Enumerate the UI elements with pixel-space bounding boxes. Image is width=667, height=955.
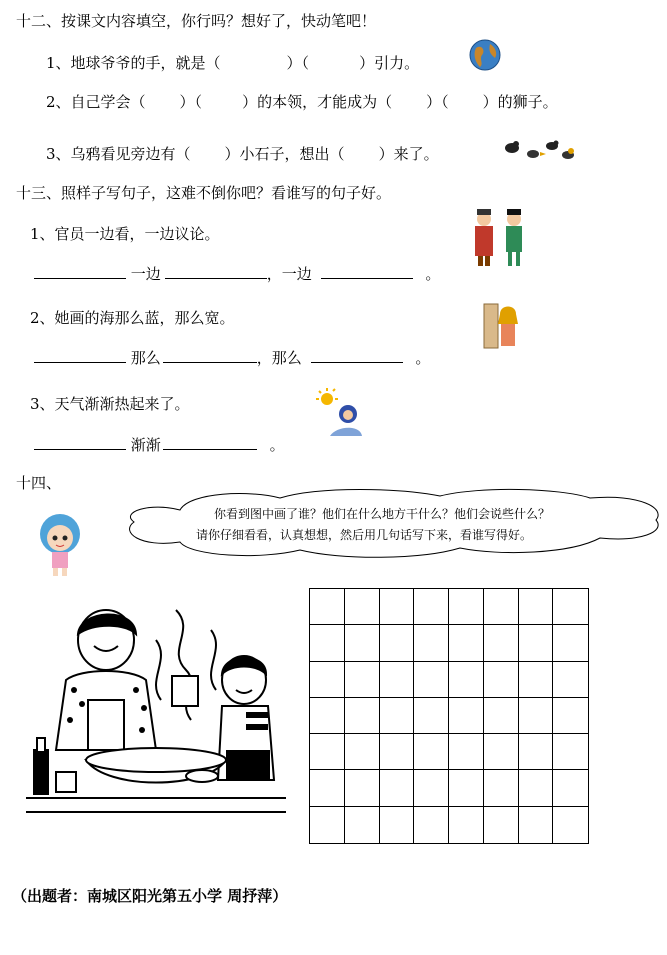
grid-cell[interactable] (310, 770, 345, 806)
grid-cell[interactable] (380, 734, 415, 770)
grid-cell[interactable] (380, 662, 415, 698)
blank-13-2c[interactable] (311, 348, 403, 363)
grid-cell[interactable] (345, 770, 380, 806)
grid-cell[interactable] (345, 734, 380, 770)
blank-13-3a[interactable] (34, 435, 126, 450)
grid-cell[interactable] (484, 807, 519, 843)
grid-cell[interactable] (484, 770, 519, 806)
q2-text-post: ）的狮子。 (482, 93, 558, 111)
grid-cell[interactable] (414, 734, 449, 770)
grid-cell[interactable] (380, 625, 415, 661)
grid-cell[interactable] (519, 625, 554, 661)
grid-cell[interactable] (380, 589, 415, 625)
answer-line-13-3 (34, 434, 285, 455)
speech-cloud (120, 488, 666, 562)
ex2-period: 。 (415, 349, 431, 367)
q2-text-mid1: ）（ (179, 93, 203, 111)
writing-grid[interactable] (309, 588, 589, 844)
answer-line-13-1 (34, 263, 440, 284)
ex2-word2: ，那么 (256, 349, 302, 367)
grid-cell[interactable] (345, 589, 380, 625)
grid-cell[interactable] (449, 807, 484, 843)
grid-cell[interactable] (484, 698, 519, 734)
grid-cell[interactable] (310, 662, 345, 698)
blank-13-1b[interactable] (165, 264, 267, 279)
grid-cell[interactable] (345, 625, 380, 661)
answer-line-13-2 (34, 347, 430, 368)
blank-13-2b[interactable] (163, 348, 257, 363)
grid-cell[interactable] (519, 662, 554, 698)
grid-cell[interactable] (553, 807, 588, 843)
section-13-title: 十三、照样子写句子，这难不倒你吧？看谁写的句子好。 (16, 184, 392, 202)
grid-cell[interactable] (553, 625, 588, 661)
grid-cell[interactable] (310, 807, 345, 843)
q1-text-pre: 1、地球爷爷的手，就是（ (46, 54, 221, 72)
blank-13-1a[interactable] (34, 264, 126, 279)
q2-text-mid2: ）的本领，才能成为（ (242, 93, 393, 111)
q2-text-mid3: ）（ (426, 93, 449, 111)
sun-girl-icon (316, 388, 364, 440)
section-14-title: 十四、 (16, 474, 62, 492)
ex3-period: 。 (269, 436, 285, 454)
grid-cell[interactable] (414, 625, 449, 661)
q3-text-post: ）来了。 (378, 145, 439, 163)
globe-icon (468, 38, 502, 72)
grid-cell[interactable] (310, 734, 345, 770)
q3-text-pre: 3、乌鸦看见旁边有（ (46, 145, 191, 163)
grid-cell[interactable] (553, 589, 588, 625)
footer-author: （出题者：南城区阳光第五小学 周抒萍） (12, 887, 288, 905)
q3-text-mid: ）小石子，想出（ (224, 145, 345, 163)
grid-cell[interactable] (519, 807, 554, 843)
bubble-text-line1: 你看到图中画了谁？他们在什么地方干什么？他们会说些什么？ (214, 507, 551, 521)
q2-text-pre: 2、自己学会（ (46, 93, 146, 111)
ex3-word1: 渐渐 (130, 436, 161, 454)
grid-cell[interactable] (414, 770, 449, 806)
crow-birds-icon (502, 136, 578, 164)
grid-cell[interactable] (484, 625, 519, 661)
cartoon-girl-icon (34, 512, 86, 578)
example-13-3: 3、天气渐渐热起来了。 (30, 395, 190, 413)
grid-cell[interactable] (449, 770, 484, 806)
ex2-word1: 那么 (130, 349, 161, 367)
example-13-2: 2、她画的海那么蓝，那么宽。 (30, 309, 235, 327)
grid-cell[interactable] (345, 698, 380, 734)
grid-cell[interactable] (449, 662, 484, 698)
example-13-1: 1、官员一边看，一边议论。 (30, 225, 220, 243)
grid-cell[interactable] (553, 698, 588, 734)
grid-cell[interactable] (519, 734, 554, 770)
grid-cell[interactable] (345, 662, 380, 698)
mother-son-cooking-illustration (26, 600, 296, 832)
question-12-1 (46, 52, 419, 73)
grid-cell[interactable] (449, 698, 484, 734)
blank-13-3b[interactable] (163, 435, 257, 450)
question-12-2 (46, 91, 558, 112)
grid-cell[interactable] (484, 662, 519, 698)
ex1-period: 。 (425, 265, 441, 283)
grid-cell[interactable] (380, 698, 415, 734)
girl-painting-icon (480, 300, 522, 352)
blank-13-1c[interactable] (321, 264, 413, 279)
grid-cell[interactable] (414, 807, 449, 843)
grid-cell[interactable] (414, 662, 449, 698)
grid-cell[interactable] (310, 589, 345, 625)
blank-13-2a[interactable] (34, 348, 126, 363)
grid-cell[interactable] (449, 625, 484, 661)
grid-cell[interactable] (519, 698, 554, 734)
section-12-title: 十二、按课文内容填空，你行吗？想好了，快动笔吧！ (16, 12, 377, 30)
grid-cell[interactable] (414, 589, 449, 625)
officials-figures-icon (468, 205, 530, 269)
grid-cell[interactable] (519, 589, 554, 625)
question-12-3 (46, 143, 439, 164)
ex1-word1: 一边 (130, 265, 161, 283)
grid-cell[interactable] (310, 625, 345, 661)
grid-cell[interactable] (380, 807, 415, 843)
q1-text-mid: ）（ (286, 54, 310, 72)
grid-cell[interactable] (414, 698, 449, 734)
grid-cell[interactable] (449, 734, 484, 770)
grid-cell[interactable] (519, 770, 554, 806)
grid-cell[interactable] (310, 698, 345, 734)
grid-cell[interactable] (484, 734, 519, 770)
ex1-word2: ，一边 (266, 265, 312, 283)
grid-cell[interactable] (380, 770, 415, 806)
q1-text-post: ）引力。 (359, 54, 420, 72)
grid-cell[interactable] (553, 770, 588, 806)
grid-cell[interactable] (553, 734, 588, 770)
grid-cell[interactable] (449, 589, 484, 625)
bubble-text-line2: 请你仔细看看，认真想想，然后用几句话写下来，看谁写得好。 (196, 528, 533, 542)
grid-cell[interactable] (345, 807, 380, 843)
grid-cell[interactable] (484, 589, 519, 625)
grid-cell[interactable] (553, 662, 588, 698)
